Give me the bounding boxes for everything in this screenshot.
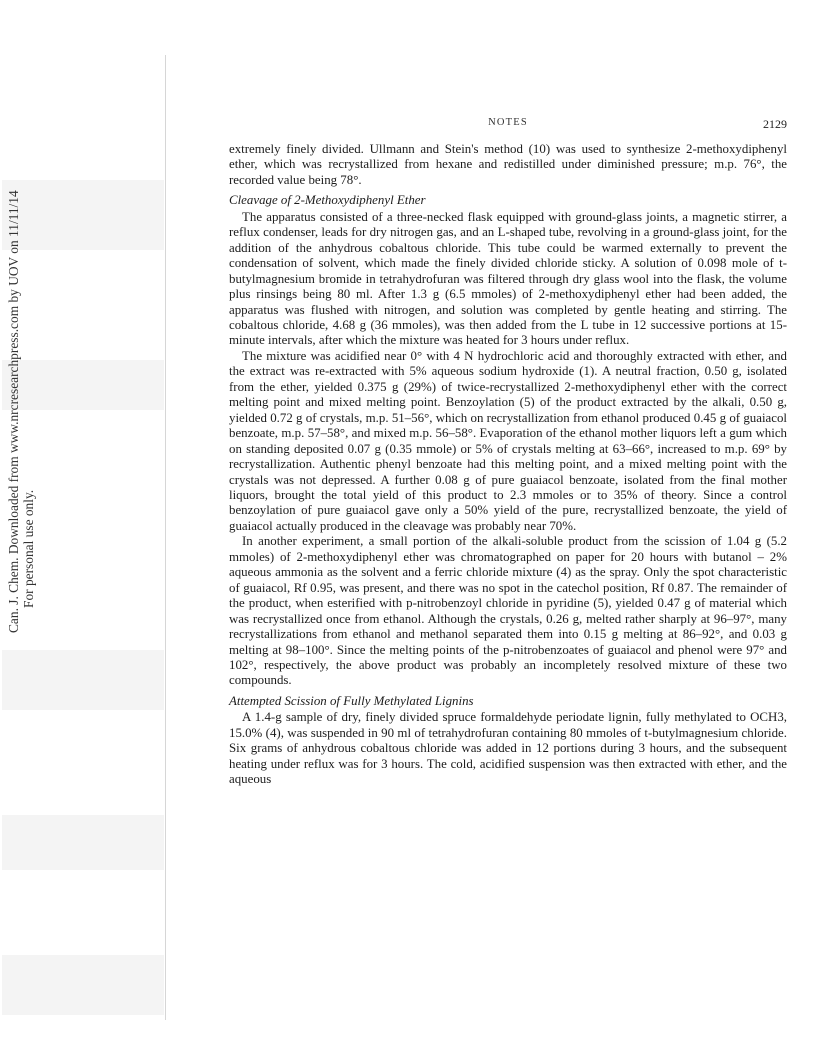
section-heading-cleavage: Cleavage of 2-Methoxydiphenyl Ether xyxy=(229,193,426,208)
scan-smudge xyxy=(2,815,164,870)
personal-use-notice: For personal use only. xyxy=(21,489,36,608)
running-head-title: NOTES xyxy=(488,117,528,128)
scan-smudge xyxy=(2,955,164,1015)
paragraph-chromatography: In another experiment, a small portion of the alkali-soluble product from the scission of 1.04 g (5.2 mmoles) of 2-methoxydiphenyl ether was chromatographed on paper for 20 hours with butanol – 2% aqueous ammonia as the solvent and a ferric chloride mixture (4) as the spray. Only the spot characteristic of guaiacol, Rf 0.95, was present, and there was no spot in the catechol position, Rf 0.87. The remainder of the product, when esterified with p-nitrobenzoyl chloride in pyridine (5), yielded 0.47 g of material which was recrystallized once from ethanol. Although the crystals, 0.26 g, melted rather sharply at 96–97°, many recrystallizations from ethanol and methanol separated them into 0.15 g melting at 86–92°, and 0.03 g melting at 98–100°. Since the melting points of the p-nitrobenzoates of guaiacol and phenol were 97° and 102°, respectively, the above product was probably an incompletely resolved mixture of these two compounds. xyxy=(229,534,787,688)
download-notice: Can. J. Chem. Downloaded from www.nrcresearchpress.com by UOV on 11/11/14 xyxy=(6,190,21,633)
paragraph-apparatus: The apparatus consisted of a three-necked flask equipped with ground-glass joints, a magnetic stirrer, a reflux condenser, leads for dry nitrogen gas, and an L-shaped tube, revolving in a ground-glass joint, for the addition of the anhydrous cobaltous chloride. This tube could be warmed externally to prevent the condensation of solvent, which made the finely divided chloride sticky. A solution of 0.098 mole of t-butylmagnesium bromide in tetrahydrofuran was filtered through dry glass wool into the flask, the volume plus rinsings being 80 ml. After 1.3 g (6.5 mmoles) of 2-methoxydiphenyl ether had been added, the apparatus was flushed with nitrogen, and solution was completed by gentle heating and stirring. The cobaltous chloride, 4.68 g (36 mmoles), was then added from the L tube in 12 successive portions at 15-minute intervals, after which the mixture was heated for 3 hours under reflux. xyxy=(229,209,787,348)
paragraph-lignin: A 1.4-g sample of dry, finely divided spruce formaldehyde periodate lignin, fully methylated to OCH3, 15.0% (4), was suspended in 90 ml of tetrahydrofuran containing 80 mmoles of t-butylmagnesium chloride. Six grams of anhydrous cobaltous chloride was added in 12 portions during 3 hours, and the subsequent heating under reflux was for 3 hours. The cold, acidified suspension was then extracted with ether, and the aqueous xyxy=(229,710,787,787)
section-heading-scission: Attempted Scission of Fully Methylated Lignins xyxy=(229,693,474,708)
article-body xyxy=(229,142,787,788)
paragraph-workup: The mixture was acidified near 0° with 4 N hydrochloric acid and thoroughly extracted with ether, and the extract was re-extracted with 5% aqueous sodium hydroxide (1). A neutral fraction, 0.50 g, isolated from the ether, yielded 0.375 g (29%) of twice-recrystallized 2-methoxydiphenyl ether with the correct melting point and mixed melting point. Benzoylation (5) of the product extracted by the alkali, 0.50 g, yielded 0.72 g of crystals, m.p. 51–56°, which on recrystallization from ethanol produced 0.45 g of guaiacol benzoate, m.p. 57–58°, and mixed m.p. 56–58°. Evaporation of the ethanol mother liquors left a gum which on standing deposited 0.07 g (0.35 mmole) or 5% of crystals melting at 63–66°, increased to m.p. 69° by recrystallization. Authentic phenyl benzoate had this melting point, and a mixed melting point with the crystals was not depressed. A further 0.08 g of pure guaiacol benzoate, isolated from the final mother liquors, brought the total yield of this product to 2.3 mmoles or to 35% of theory. Since a control benzoylation of pure guaiacol gave only a 50% yield of the pure, recrystallized benzoate, the yield of guaiacol actually produced in the cleavage was probably near 70%. xyxy=(229,348,787,533)
scan-smudge xyxy=(2,180,164,250)
scan-smudge xyxy=(2,360,164,410)
scan-smudge xyxy=(2,650,164,710)
paragraph-continued: extremely finely divided. Ullmann and Stein's method (10) was used to synthesize 2-methoxydiphenyl ether, which was recrystallized from hexane and redistilled under diminished pressure; m.p. 76°, the recorded value being 78°. xyxy=(229,142,787,187)
page-number: 2129 xyxy=(763,117,787,131)
margin-rule xyxy=(165,55,166,1020)
running-head xyxy=(229,117,787,133)
